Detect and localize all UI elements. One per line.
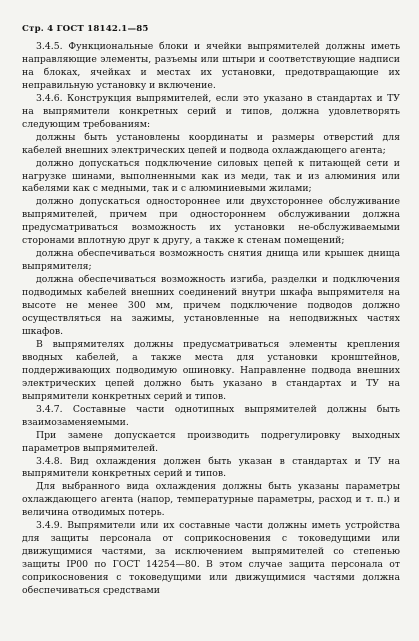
paragraph-3-4-7: 3.4.7. Составные части однотипных выпрямителей должны быть взаимозаменяемыми. — [22, 403, 400, 428]
document-body — [22, 41, 400, 598]
requirement-cable-bending: должна обеспечиваться возможность изгиба, разделки и подключения подводимых кабелей внешних соединений внутри шкафа выпрямителя на высоте не менее 300 мм, причем подключение подводов должно осуществляться на зажимы, установленные на неподвижных частях шкафов. — [22, 274, 400, 337]
paragraph-3-4-6: 3.4.6. Конструкция выпрямителей, если это указано в стандартах и ТУ на выпрямители конкретных серий и типов, должна удовлетворять следующим требованиям: — [22, 92, 400, 130]
paragraph-cable-fastening: В выпрямителях должны предусматриваться элементы крепления вводных кабелей, а также места для установки кронштейнов, поддерживающих подводимую ошиновку. Направленне подвода внешних электрических цепей должно быть указано в стандартах и ТУ на выпрямители конкретных серий и типов. — [22, 338, 400, 402]
paragraph-3-4-8: 3.4.8. Вид охлаждения должен быть указан в стандартах и ТУ на выпрямители конкретных серий и типов. — [22, 455, 400, 480]
page-header: Стр. 4 ГОСТ 18142.1—85 — [22, 24, 149, 34]
paragraph-cooling-parameters: Для выбранного вида охлаждения должны быть указаны параметры охлаждающего агента (напор, температурные параметры, расход и т. п.) и величина отводимых потерь. — [22, 481, 400, 519]
requirement-servicing: должно допускаться одностороннее или двухстороннее обслуживание выпрямителей, причем при одностороннем обслуживании должна предусматриваться возможность их установки не-обслуживаемыми сторонами вплотную друг к другу, а также к стенам помещений; — [22, 196, 400, 247]
requirement-power-connection: должно допускаться подключение силовых цепей к питающей сети и нагрузке шинами, выполненными как из меди, так и из алюминия или кабелями как с медными, так и с алюминиевыми жилами; — [22, 157, 400, 195]
paragraph-3-4-9: 3.4.9. Выпрямители или их составные части должны иметь устройства для защиты персонала от соприкосновения с токоведущими или движущимися частями, за исключением выпрямителей со степенью защиты IP00 по ГОСТ 14254—80. В этом случае защита персонала от соприкосновения с токоведущими или движущимися частями должна обеспечиваться средствами — [22, 520, 400, 597]
requirement-bottom-removal: должна обеспечиваться возможность снятия днища или крышек днища выпрямителя; — [22, 248, 400, 273]
paragraph-replacement: При замене допускается производить подрегулировку выходных параметров выпрямителей. — [22, 429, 400, 454]
paragraph-3-4-5: 3.4.5. Функциональные блоки и ячейки выпрямителей должны иметь направляющие элементы, разъемы или штыри и соответствующие надписи на блоках, ячейках и местах их установки, предотвращающие их неправильную установку и включение. — [22, 41, 400, 91]
requirement-coordinates: должны быть установлены координаты и размеры отверстий для кабелей внешних электрических цепей и подвода охлаждающего агента; — [22, 131, 400, 156]
